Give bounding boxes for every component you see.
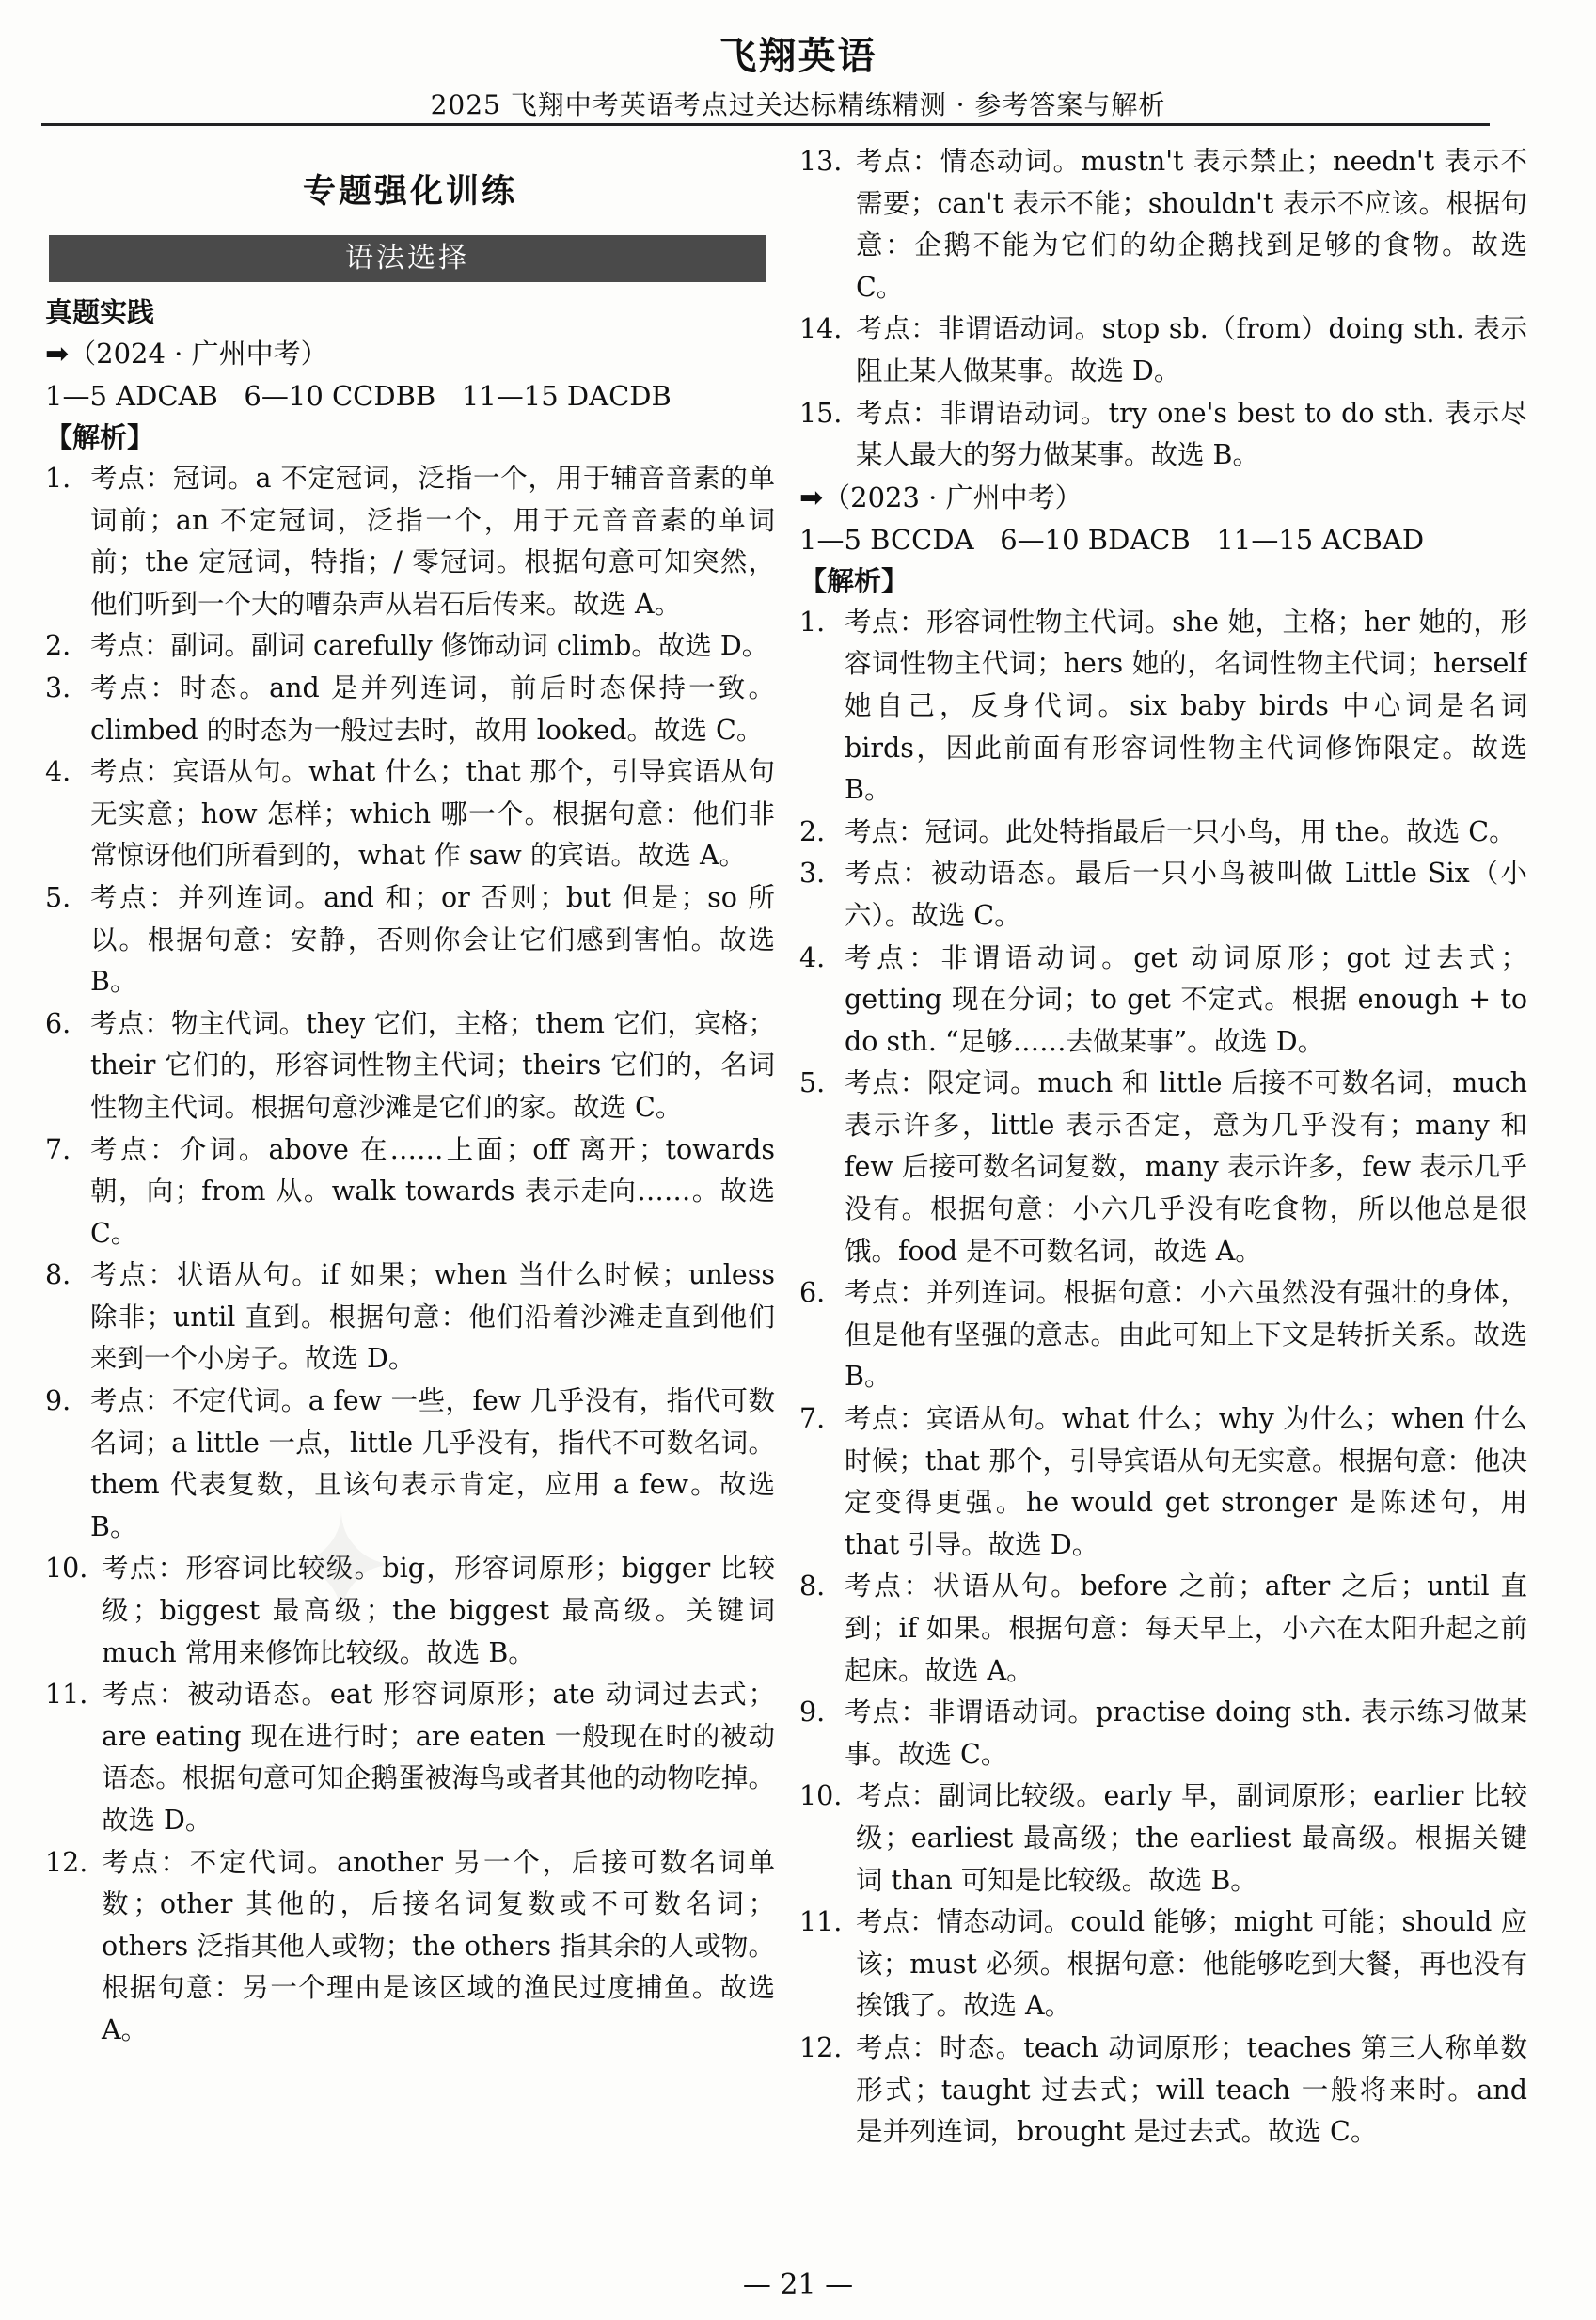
item-number: 7. bbox=[799, 1403, 826, 1435]
analysis-item bbox=[45, 751, 775, 877]
item-text: 考点：状语从句。if 如果；when 当什么时候；unless 除非；until 直到。根据句意：他们沿着沙滩走直到他们来到一个小房子。故选 D。 bbox=[90, 1259, 775, 1375]
exam-source-label: （2024 · 广州中考） bbox=[69, 338, 328, 370]
analysis-item bbox=[799, 1692, 1527, 1776]
item-number: 15. bbox=[799, 397, 843, 429]
item-number: 4. bbox=[45, 756, 71, 788]
item-number: 11. bbox=[45, 1679, 88, 1711]
exam-source bbox=[45, 333, 775, 375]
item-number: 7. bbox=[45, 1133, 71, 1165]
item-text: 考点：非谓语动词。stop sb.（from）doing sth. 表示阻止某人做某事。故选 D。 bbox=[856, 313, 1527, 387]
running-title: 2025 飞翔中考英语考点过关达标精练精测 · 参考答案与解析 bbox=[430, 89, 1166, 120]
item-number: 8. bbox=[45, 1259, 71, 1291]
item-text: 考点：被动语态。最后一只小鸟被叫做 Little Six（小六）。故选 C。 bbox=[845, 858, 1527, 931]
item-number: 8. bbox=[799, 1570, 826, 1602]
section-title: 专题强化训练 bbox=[302, 173, 517, 211]
analysis-item bbox=[799, 938, 1527, 1064]
answer-key: 1—5 BCCDA 6—10 BDACB 11—15 ACBAD bbox=[799, 523, 1425, 556]
analysis-list bbox=[45, 458, 775, 2052]
analysis-item bbox=[45, 1129, 775, 1255]
item-number: 6. bbox=[799, 1277, 826, 1309]
item-text: 考点：冠词。此处特指最后一只小鸟，用 the。故选 C。 bbox=[845, 815, 1516, 847]
item-text: 考点：介词。above 在……上面；off 离开；towards 朝，向；from 从。walk towards 表示走向……。故选 C。 bbox=[90, 1133, 775, 1249]
item-number: 12. bbox=[45, 1846, 88, 1878]
item-text: 考点：被动语态。eat 形容词原形；ate 动词过去式；are eating 现在进行时；are eaten 一般现在时的被动语态。根据句意可知企鹅蛋被海鸟或者其他的动物吃掉。故选 D。 bbox=[102, 1679, 775, 1836]
item-number: 14. bbox=[799, 313, 843, 345]
item-number: 2. bbox=[799, 815, 826, 847]
exam-source-label: （2023 · 广州中考） bbox=[823, 481, 1082, 513]
item-text: 考点：副词比较级。early 早，副词原形；earlier 比较级；earliest 最高级；the earliest 最高级。根据关键词 than 可知是比较级。故选 B。 bbox=[856, 1780, 1527, 1896]
answer-key: 1—5 ADCAB 6—10 CCDBB 11—15 DACDB bbox=[45, 380, 672, 412]
right-column bbox=[799, 141, 1527, 2248]
analysis-item bbox=[45, 1548, 775, 1674]
analysis-item bbox=[799, 393, 1527, 477]
item-text: 考点：时态。teach 动词原形；teaches 第三人称单数形式；taught 过去式；will teach 一般将来时。and 是并列连词，brought 是过去式。故选 C。 bbox=[856, 2031, 1527, 2148]
item-number: 9. bbox=[799, 1697, 826, 1728]
item-text: 考点：状语从句。before 之前；after 之后；until 直到；if 如果。根据句意：每天早上，小六在太阳升起之前起床。故选 A。 bbox=[845, 1570, 1527, 1686]
item-text: 考点：情态动词。mustn't 表示禁止；needn't 表示不需要；can't 表示不能；shouldn't 表示不应该。根据句意：企鹅不能为它们的幼企鹅找到足够的食物。故选 C。 bbox=[856, 146, 1527, 303]
item-text: 考点：副词。副词 carefully 修饰动词 climb。故选 D。 bbox=[90, 630, 769, 662]
analysis-item bbox=[799, 602, 1527, 812]
item-number: 12. bbox=[799, 2031, 843, 2063]
item-text: 考点：冠词。a 不定冠词，泛指一个，用于辅音音素的单词前；an 不定冠词，泛指一个，用于元音音素的单词前；the 定冠词，特指；/ 零冠词。根据句意可知突然，他们听到一个大的嘈杂声从岩石后传来。故选 A。 bbox=[90, 463, 775, 620]
analysis-item bbox=[45, 1674, 775, 1841]
item-text: 考点：非谓语动词。get 动词原形；got 过去式；getting 现在分词；to get 不定式。根据 enough + to do sth. “足够……去做某事”。故选 D。 bbox=[845, 941, 1527, 1057]
item-text: 考点：不定代词。another 另一个，后接可数名词单数；other 其他的，后接名词复数或不可数名词；others 泛指其他人或物；the others 指其余的人或物。根据句意：另一个理由是该区域的渔民过度捕鱼。故选 A。 bbox=[102, 1846, 775, 2045]
analysis-item bbox=[799, 853, 1527, 937]
brand-logo: 飞翔英语 bbox=[719, 35, 877, 78]
item-text: 考点：非谓语动词。practise doing sth. 表示练习做某事。故选 C。 bbox=[845, 1697, 1527, 1770]
analysis-item bbox=[45, 1381, 775, 1548]
item-text: 考点：时态。and 是并列连词，前后时态保持一致。climbed 的时态为一般过去时，故用 looked。故选 C。 bbox=[90, 671, 775, 746]
item-number: 9. bbox=[45, 1385, 71, 1417]
analysis-label: 【解析】 bbox=[45, 421, 155, 453]
item-text: 考点：情态动词。could 能够；might 可能；should 应该；must 必须。根据句意：他能够吃到大餐，再也没有挨饿了。故选 A。 bbox=[856, 1906, 1527, 2022]
item-number: 1. bbox=[799, 606, 826, 638]
item-text: 考点：限定词。much 和 little 后接不可数名词，much 表示许多，little 表示否定，意为几乎没有；many 和 few 后接可数名词复数，many 表示许多，few 表示几乎没有。根据句意：小六几乎没有吃食物，所以他总是很饿。food 是不可数名词，故选 A。 bbox=[845, 1067, 1527, 1267]
analysis-item bbox=[799, 1063, 1527, 1272]
subsection-heading: 真题实践 bbox=[45, 296, 155, 328]
page-number: — 21 — bbox=[742, 2268, 854, 2301]
analysis-item bbox=[45, 458, 775, 625]
analysis-item bbox=[799, 1566, 1527, 1692]
exam-source bbox=[799, 477, 1527, 519]
item-text: 考点：不定代词。a few 一些，few 几乎没有，指代可数名词；a little 一点，little 几乎没有，指代不可数名词。them 代表复数，且该句表示肯定，应用 a few。故选 B。 bbox=[90, 1385, 775, 1542]
page-header bbox=[0, 0, 1596, 132]
item-text: 考点：宾语从句。what 什么；that 那个，引导宾语从句无实意；how 怎样；which 哪一个。根据句意：他们非常惊讶他们所看到的，what 作 saw 的宾语。故选 A。 bbox=[90, 756, 775, 872]
left-column bbox=[45, 141, 775, 2248]
analysis-list bbox=[799, 602, 1527, 2154]
analysis-item bbox=[799, 1272, 1527, 1398]
arrow-right-icon: ➡ bbox=[45, 338, 70, 371]
analysis-item bbox=[799, 2028, 1527, 2154]
analysis-item bbox=[799, 1902, 1527, 2028]
analysis-item bbox=[45, 668, 775, 751]
item-number: 10. bbox=[45, 1553, 88, 1585]
item-number: 5. bbox=[45, 881, 71, 913]
item-text: 考点：非谓语动词。try one's best to do sth. 表示尽某人最大的努力做某事。故选 B。 bbox=[856, 397, 1527, 471]
analysis-label: 【解析】 bbox=[799, 564, 909, 597]
item-number: 2. bbox=[45, 630, 71, 662]
item-text: 考点：并列连词。根据句意：小六虽然没有强壮的身体，但是他有坚强的意志。由此可知上下文是转折关系。故选 B。 bbox=[845, 1277, 1527, 1393]
item-number: 11. bbox=[799, 1906, 843, 1938]
analysis-item bbox=[799, 1776, 1527, 1902]
section-banner: 语法选择 bbox=[49, 235, 766, 282]
arrow-right-icon: ➡ bbox=[799, 481, 824, 514]
item-number: 5. bbox=[799, 1067, 826, 1099]
analysis-item bbox=[45, 877, 775, 1003]
item-text: 考点：宾语从句。what 什么；why 为什么；when 什么时候；that 那个，引导宾语从句无实意。根据句意：他决定变得更强。he would get stronger 是陈述句，用 that 引导。故选 D。 bbox=[845, 1403, 1527, 1560]
analysis-item bbox=[45, 1255, 775, 1381]
watermark: ✦ bbox=[282, 1486, 401, 1649]
item-number: 13. bbox=[799, 146, 843, 177]
analysis-item bbox=[799, 308, 1527, 392]
analysis-item bbox=[45, 625, 775, 668]
analysis-item bbox=[799, 141, 1527, 308]
item-number: 4. bbox=[799, 941, 826, 973]
analysis-item bbox=[45, 1842, 775, 2052]
item-number: 3. bbox=[45, 671, 71, 703]
item-number: 10. bbox=[799, 1780, 843, 1812]
item-text: 考点：物主代词。they 它们，主格；them 它们，宾格；their 它们的，形容词性物主代词；theirs 它们的，名词性物主代词。根据句意沙滩是它们的家。故选 C。 bbox=[90, 1007, 775, 1123]
analysis-item bbox=[799, 1398, 1527, 1566]
item-number: 1. bbox=[45, 463, 71, 494]
item-text: 考点：形容词比较级。big，形容词原形；bigger 比较级；biggest 最高级；the biggest 最高级。关键词 much 常用来修饰比较级。故选 B。 bbox=[102, 1553, 775, 1668]
item-text: 考点：并列连词。and 和；or 否则；but 但是；so 所以。根据句意：安静，否则你会让它们感到害怕。故选 B。 bbox=[90, 881, 775, 998]
analysis-list-continued bbox=[799, 141, 1527, 477]
item-number: 3. bbox=[799, 858, 826, 890]
analysis-item bbox=[45, 1003, 775, 1129]
item-text: 考点：形容词性物主代词。she 她，主格；her 她的，形容词性物主代词；hers 她的，名词性物主代词；herself 她自己，反身代词。six baby birds 中心词是名词 birds，因此前面有形容词性物主代词修饰限定。故选 B。 bbox=[845, 606, 1527, 806]
item-number: 6. bbox=[45, 1007, 71, 1039]
header-divider bbox=[41, 123, 1490, 126]
analysis-item bbox=[799, 812, 1527, 854]
